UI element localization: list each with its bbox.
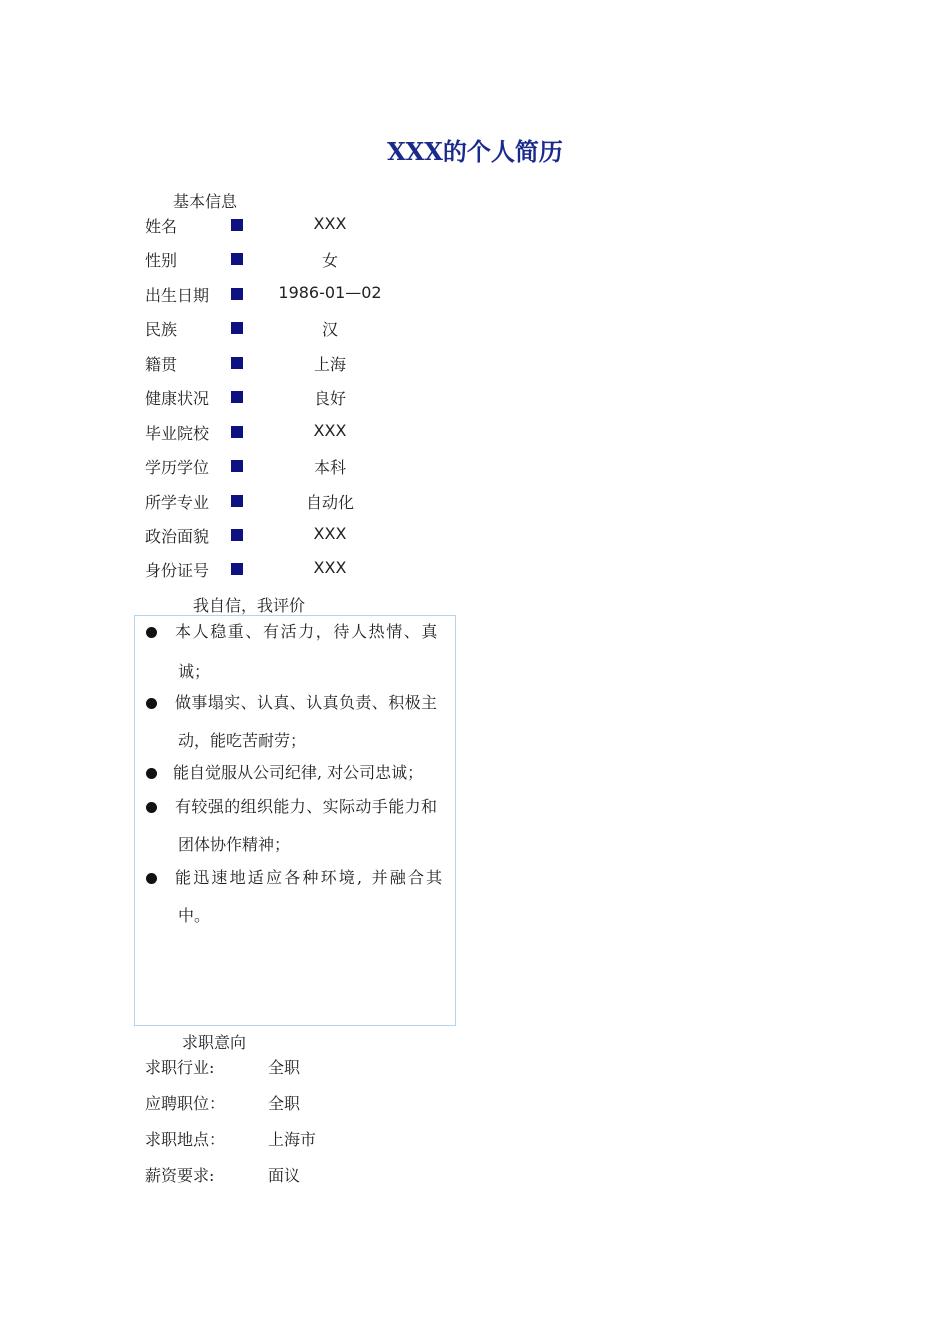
square-bullet-icon (231, 495, 243, 507)
square-bullet-icon (231, 426, 243, 438)
evaluation-line: 动，能吃苦耐劳； (178, 731, 307, 750)
evaluation-line: 诚； (178, 662, 211, 681)
job-label: 求职行业: (145, 1058, 215, 1077)
info-label: 性别 (145, 251, 178, 270)
round-bullet-icon (146, 802, 157, 813)
round-bullet-icon (146, 768, 157, 779)
job-value: 全职 (268, 1058, 301, 1077)
square-bullet-icon (231, 391, 243, 403)
square-bullet-icon (231, 253, 243, 265)
info-value: XXX (313, 558, 347, 577)
square-bullet-icon (231, 219, 243, 231)
square-bullet-icon (231, 529, 243, 541)
info-label: 学历学位 (145, 458, 210, 477)
info-label: 民族 (145, 320, 178, 339)
evaluation-line: 团体协作精神； (178, 835, 291, 854)
job-label: 薪资要求: (145, 1166, 215, 1185)
self-evaluation-box (134, 615, 456, 1026)
evaluation-line: 本人稳重、有活力，待人热情、真 (175, 622, 440, 641)
round-bullet-icon (146, 698, 157, 709)
job-value: 上海市 (268, 1130, 317, 1149)
info-value: 自动化 (305, 493, 354, 512)
basic-info-heading: 基本信息 (173, 192, 238, 211)
round-bullet-icon (146, 873, 157, 884)
info-value: 良好 (313, 389, 346, 408)
square-bullet-icon (231, 563, 243, 575)
evaluation-line: 中。 (178, 906, 211, 925)
square-bullet-icon (231, 460, 243, 472)
job-value: 全职 (268, 1094, 301, 1113)
evaluation-line: 有较强的组织能力、实际动手能力和 (175, 797, 438, 816)
square-bullet-icon (231, 357, 243, 369)
info-label: 健康状况 (145, 389, 210, 408)
info-value: 1986-01—02 (278, 283, 382, 302)
info-label: 出生日期 (145, 286, 210, 305)
info-label: 姓名 (145, 217, 178, 236)
job-intention-heading: 求职意向 (182, 1033, 247, 1052)
job-label: 求职地点： (145, 1130, 226, 1149)
info-value: XXX (313, 421, 347, 440)
round-bullet-icon (146, 627, 157, 638)
info-value: 上海 (313, 355, 346, 374)
job-label: 应聘职位： (145, 1094, 226, 1113)
evaluation-line: 能迅速地适应各种环境, 并融合其 (175, 868, 445, 887)
square-bullet-icon (231, 322, 243, 334)
info-label: 所学专业 (145, 493, 210, 512)
info-value: XXX (313, 214, 347, 233)
info-value: XXX (313, 524, 347, 543)
self-evaluation-heading: 我自信，我评价 (193, 596, 306, 615)
resume-title: XXX的个人简历 (387, 137, 563, 166)
info-value: 女 (321, 251, 338, 270)
info-value: 汉 (321, 320, 338, 339)
info-value: 本科 (313, 458, 346, 477)
job-value: 面议 (268, 1166, 301, 1185)
square-bullet-icon (231, 288, 243, 300)
info-label: 政治面貌 (145, 527, 210, 546)
info-label: 身份证号 (145, 561, 210, 580)
info-label: 籍贯 (145, 355, 178, 374)
info-label: 毕业院校 (145, 424, 210, 443)
evaluation-line: 做事塌实、认真、认真负责、积极主 (175, 693, 438, 712)
evaluation-line: 能自觉服从公司纪律, 对公司忠诚； (173, 763, 424, 782)
